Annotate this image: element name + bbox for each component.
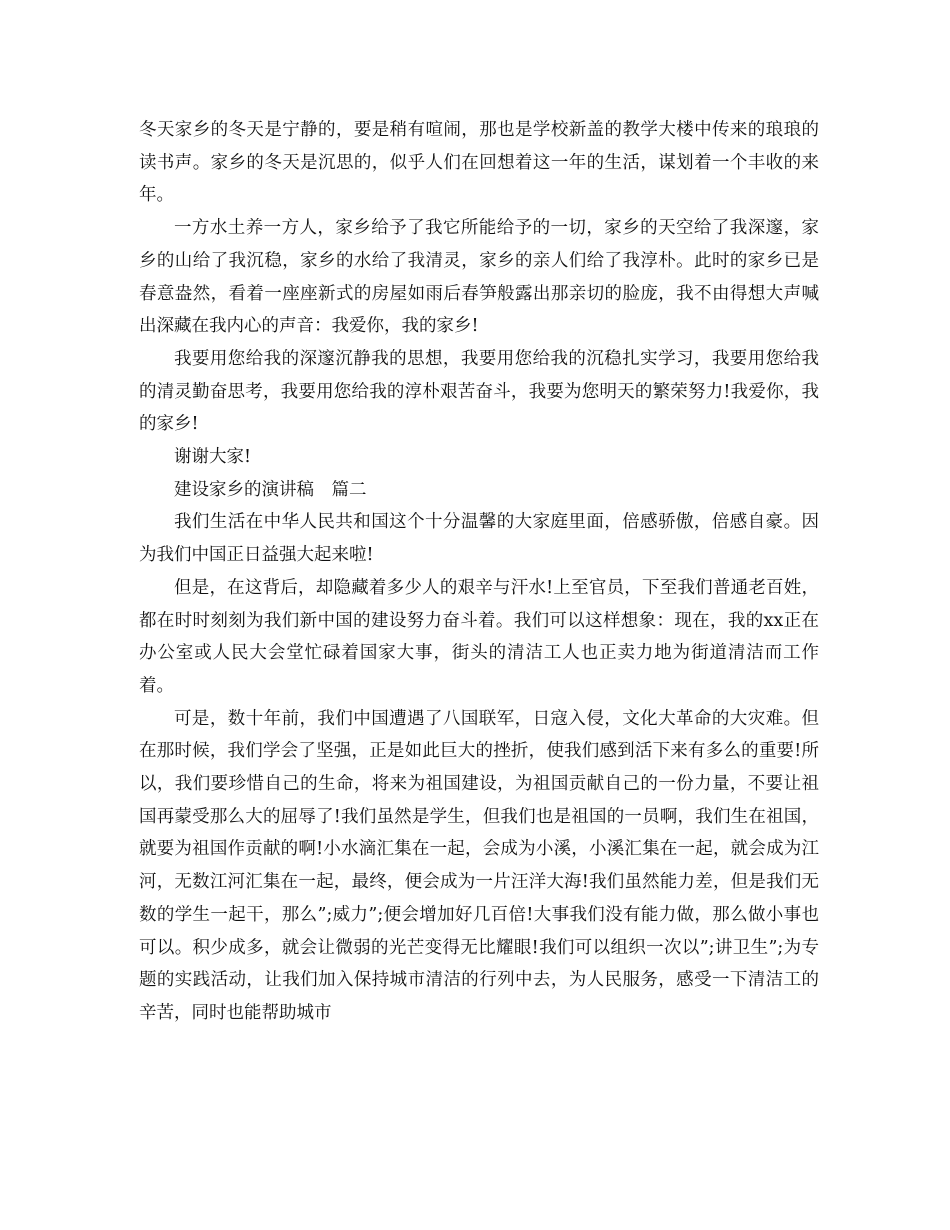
section-heading: 建设家乡的演讲稿 篇二 <box>174 479 367 500</box>
paragraph-resolve: 我要用您给我的深邃沉静我的思想，我要用您给我的沉稳扎实学习，我要用您给我的清灵勤奋思考，我要用您给我的淳朴艰苦奋斗，我要为您明天的繁荣努力!我爱你，我的家乡! <box>139 348 819 435</box>
paragraph-winter: 冬天家乡的冬天是宁静的，要是稍有喧闹，那也是学校新盖的教学大楼中传来的琅琅的读书声。家乡的冬天是沉思的，似乎人们在回想着这一年的生活，谋划着一个丰收的来年。 <box>139 120 819 206</box>
paragraph-thanks: 谢谢大家! <box>174 447 252 468</box>
paragraph-hometown-gifts: 一方水土养一方人，家乡给予了我它所能给予的一切，家乡的天空给了我深邃，家乡的山给了我沉稳，家乡的水给了我清灵，家乡的亲人们给了我淳朴。此时的家乡已是春意盎然，看着一座座新式的房屋如雨后春笋般露出那亲切的脸庞，我不由得想大声喊出深藏在我内心的声音：我爱你，我的家乡! <box>139 218 819 337</box>
document-body <box>139 114 819 1030</box>
paragraph-hardship: 但是，在这背后，却隐藏着多少人的艰辛与汗水!上至官员，下至我们普通老百姓，都在时时刻刻为我们新中国的建设努力奋斗着。我们可以这样想象：现在，我的xx正在办公室或人民大会堂忙碌着国家大事，街头的清洁工人也正卖力地为街道清洁而工作着。 <box>139 577 819 696</box>
paragraph-history: 可是，数十年前，我们中国遭遇了八国联军，日寇入侵，文化大革命的大灾难。但在那时候，我们学会了坚强，正是如此巨大的挫折，使我们感到活下来有多么的重要!所以，我们要珍惜自己的生命，将来为祖国建设，为祖国贡献自己的一份力量，不要让祖国再蒙受那么大的屈辱了!我们虽然是学生，但我们也是祖国的一员啊，我们生在祖国，就要为祖国作贡献的啊!小水滴汇集在一起，会成为小溪，小溪汇集在一起，就会成为江河，无数江河汇集在一起，最终，便会成为一片汪洋大海!我们虽然能力差，但是我们无数的学生一起干，那么”;威力”;便会增加好几百倍!大事我们没有能力做，那么做小事也可以。积少成多，就会让微弱的光芒变得无比耀眼!我们可以组织一次以”;讲卫生”;为专题的实践活动，让我们加入保持城市清洁的行列中去，为人民服务，感受一下清洁工的辛苦，同时也能帮助城市 <box>139 708 819 1023</box>
paragraph-proud: 我们生活在中华人民共和国这个十分温馨的大家庭里面，倍感骄傲，倍感自豪。因为我们中国正日益强大起来啦! <box>139 512 819 566</box>
